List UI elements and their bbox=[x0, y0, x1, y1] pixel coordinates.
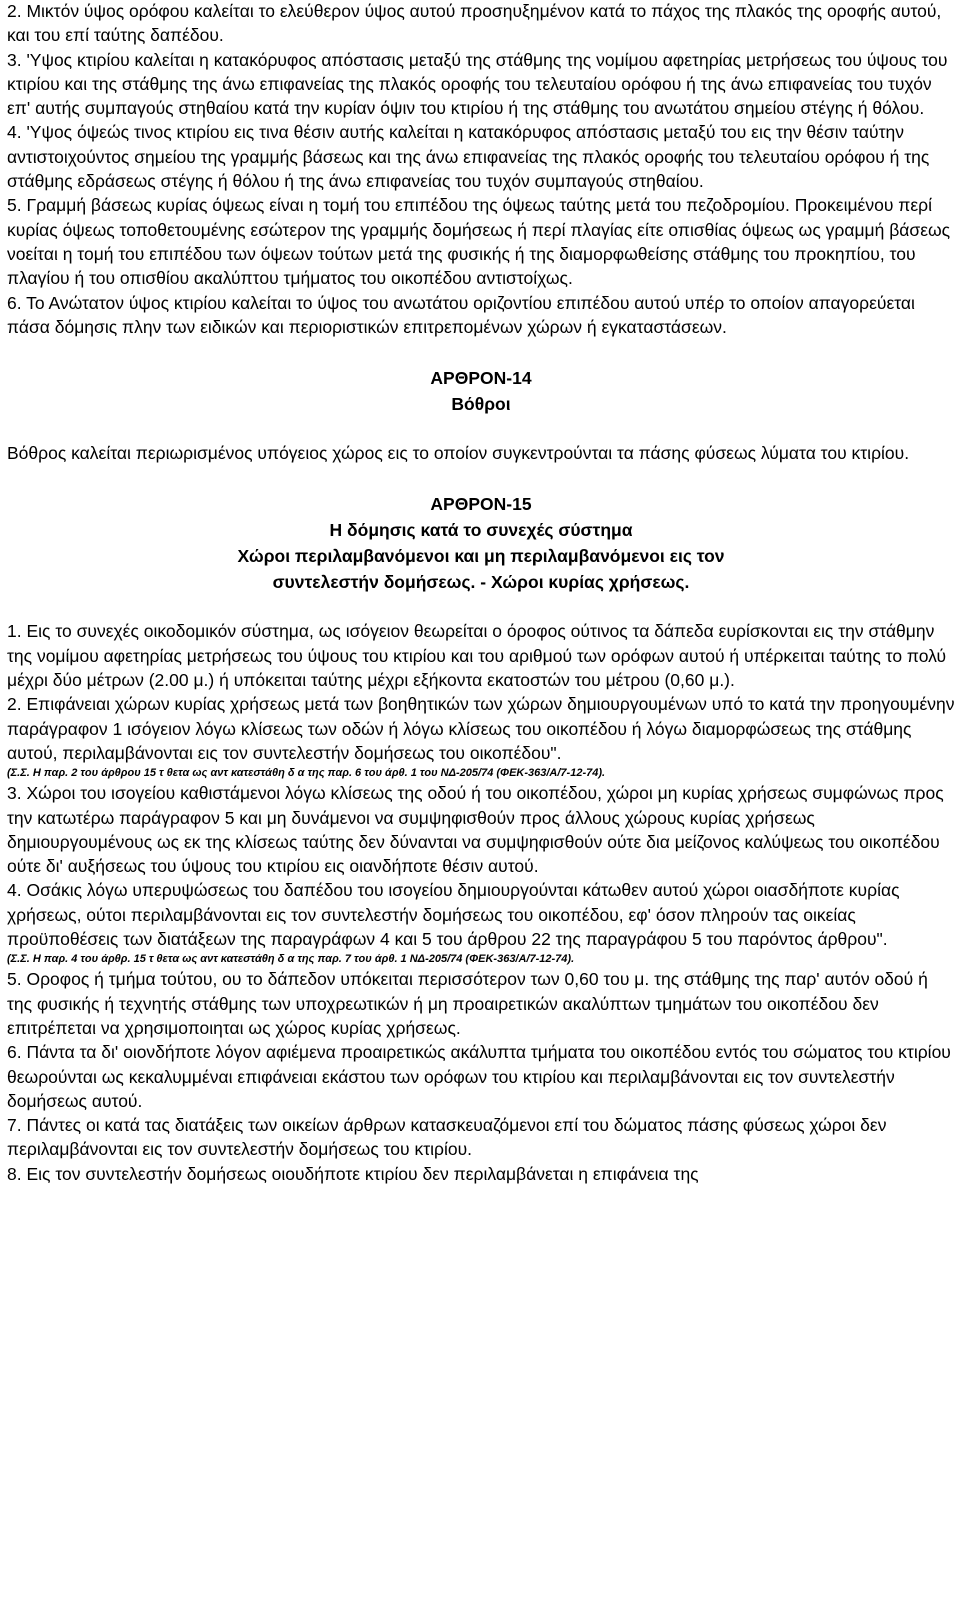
article-14-title: Βόθροι bbox=[451, 394, 511, 415]
article-15-title-line-3: συντελεστήν δομήσεως. - Χώροι κυρίας χρήσεως. bbox=[272, 572, 690, 593]
article-14-heading bbox=[7, 365, 955, 417]
spacer bbox=[7, 465, 955, 491]
paragraph-3-building-height: 3. 'Υψος κτιρίου καλείται η κατακόρυφος απόστασις μεταξύ της στάθμης της νομίμου αφετηρίας μετρήσεως του ύψους του κτιρίου και της στάθμης της άνω επιφανείας της πλακός οροφής του τελευταίου ορόφου ή της άνω επιφανείας του τυχόν επ' αυτής συμπαγούς στηθαίου κατά την κυρίαν όψιν του κτιρίου ή της στάθμης του ανωτάτου σημείου στέγης ή θόλου. bbox=[7, 49, 948, 119]
article-15-paragraph-8: 8. Εις τον συντελεστήν δομήσεως οιουδήποτε κτιρίου δεν περιλαμβάνεται η επιφάνεια της bbox=[7, 1163, 699, 1184]
article-15-note-1: (Σ.Σ. Η παρ. 2 του άρθρου 15 τ θετα ως αντ κατεστάθη δ α της παρ. 6 του άρθ. 1 του ΝΔ-205/74 (ΦΕΚ-363/Α/7-12-74). bbox=[7, 767, 606, 780]
spacer bbox=[7, 595, 955, 619]
spacer bbox=[7, 417, 955, 441]
article-15-paragraph-2: 2. Επιφάνειαι χώρων κυρίας χρήσεως μετά των βοηθητικών των χώρων δημιουργουμένων υπό το κατά την προηγουμένην παράγραφον 1 ισόγειον λόγω κλίσεως των οδών ή λόγω κλίσεως του οικοπέδου ή λόγω διαμορφώσεως της στάθμης αυτού, περιλαμβάνονται εις τον συντελεστήν δομήσεως του οικοπέδου". bbox=[7, 694, 955, 763]
paragraph-4-facade-height: 4. 'Υψος όψεώς τινος κτιρίου εις τινα θέσιν αυτής καλείται η κατακόρυφος απόστασις μεταξύ του εις την θέσιν ταύτην αντιστοιχούντος σημείου της γραμμής βάσεως και της άνω επιφανείας της πλακός οροφής του τελευταίου ορόφου ή της στάθμης εδράσεως στέγης ή θόλου ή της άνω επιφανείας του τυχόν συμπαγούς στηθαίου. bbox=[7, 122, 930, 192]
article-15-number: ΑΡΘΡΟΝ-15 bbox=[430, 494, 532, 515]
article-14-body: Βόθρος καλείται περιωρισμένος υπόγειος χώρος εις το οποίον συγκεντρούνται τα πάσης φύσεως λύματα του κτιρίου. bbox=[7, 443, 910, 464]
article-15-title-line-1: Η δόμησις κατά το συνεχές σύστημα bbox=[329, 520, 633, 541]
paragraph-2-mixed-floor-height: 2. Μικτόν ύψος ορόφου καλείται το ελεύθερον ύψος αυτού προσηυξημένον κατά το πάχος της πλακός της οροφής αυτού, και του επί ταύτης δαπέδου. bbox=[7, 1, 942, 46]
paragraph-5-base-line: 5. Γραμμή βάσεως κυρίας όψεως είναι η τομή του επιπέδου της όψεως ταύτης μετά του πεζοδρομίου. Προκειμένου περί κυρίας όψεως τοποθετουμένης εσώτερον της γραμμής δομήσεως ή περί πλαγίας είτε οπισθίας όψεως ως γραμμή βάσεως νοείται η τομή του επιπέδου των όψεων τούτων μετά της φυσικής ή της διαμορφωθείσης στάθμης του προκηπίου, του πλαγίου ή του οπισθίου ακαλύπτου τμήματος του οικοπέδου αντιστοίχως. bbox=[7, 195, 951, 289]
article-15-paragraph-7: 7. Πάντες οι κατά τας διατάξεις των οικείων άρθρων κατασκευαζόμενοι επί του δώματος πάσης φύσεως χώροι δεν περιλαμβάνονται εις τον συντελεστήν δομήσεως του κτιρίου. bbox=[7, 1115, 887, 1160]
document-page bbox=[7, 0, 955, 1186]
article-15-paragraph-1: 1. Εις το συνεχές οικοδομικόν σύστημα, ως ισόγειον θεωρείται ο όροφος ούτινος τα δάπεδα ευρίσκονται εις την στάθμην της νομίμου αφετηρίας μετρήσεως του ύψους του κτιρίου και του αριθμού των ορόφων αυτού ή υπέρκειται ταύτης το πολύ μέχρι δύο μέτρων (2.00 μ.) ή υπόκειται ταύτης μέχρι εξήκοντα εκατοστών του μέτρου (0,60 μ.). bbox=[7, 621, 947, 691]
article-15-note-2: (Σ.Σ. Η παρ. 4 του άρθρ. 15 τ θετα ως αντ κατεστάθη δ α της παρ. 7 του άρθ. 1 ΝΔ-205/74 (ΦΕΚ-363/Α/7-12-74). bbox=[7, 953, 575, 966]
article-15-heading bbox=[7, 491, 955, 595]
article-15-title-line-2: Χώροι περιλαμβανόμενοι και μη περιλαμβανόμενοι εις τον bbox=[237, 546, 725, 567]
spacer bbox=[7, 339, 955, 365]
article-15-paragraph-5: 5. Οροφος ή τμήμα τούτου, ου το δάπεδον υπόκειται περισσότερον των 0,60 του μ. της στάθμης της παρ' αυτόν οδού ή της φυσικής ή τεχνητής στάθμης των υποχρεωτικών ή μη προαιρετικών ακαλύπτων τμημάτων του οικοπέδου δεν επιτρέπεται να χρησιμοποιηται ως χώρος κυρίας χρήσεως. bbox=[7, 969, 928, 1038]
article-15-paragraph-4: 4. Οσάκις λόγω υπερυψώσεως του δαπέδου του ισογείου δημιουργούνται κάτωθεν αυτού χώροι οιασδήποτε κυρίας χρήσεως, ούτοι περιλαμβάνονται εις τον συντελεστήν δομήσεως του οικοπέδου, εφ' όσον πληρούν τας οικείας προϋποθέσεις των διατάξεων της παραγράφων 4 και 5 του άρθρου 22 της παραγράφου 5 του παρόντος άρθρου". bbox=[7, 880, 900, 950]
article-15-paragraph-6: 6. Πάντα τα δι' οιονδήποτε λόγον αφιέμενα προαιρετικώς ακάλυπτα τμήματα του οικοπέδου εντός του σώματος του κτιρίου θεωρούνται ως κεκαλυμμέναι επιφάνειαι εκάστου των ορόφων του κτιρίου και περιλαμβάνονται εις τον συντελεστήν δομήσεως αυτού. bbox=[7, 1042, 951, 1111]
paragraph-6-max-height: 6. Το Ανώτατον ύψος κτιρίου καλείται το ύψος του ανωτάτου οριζοντίου επιπέδου αυτού υπέρ το οποίον απαγορεύεται πάσα δόμησις πλην των ειδικών και περιοριστικών επιτρεπομένων χώρων ή εγκαταστάσεων. bbox=[7, 292, 915, 337]
article-15-paragraph-3: 3. Χώροι του ισογείου καθιστάμενοι λόγω κλίσεως της οδού ή του οικοπέδου, χώροι μη κυρίας χρήσεως συμφώνως προς την κατωτέρω παράγραφον 5 και μη δυνάμενοι να συμψηφισθούν προς άλλους χώρους κυρίας χρήσεως δημιουργουμένους ως εκ της κλίσεως ταύτης δεν δύνανται να συμψηφισθούν ούτε δια μείζονος καλύψεως του οικοπέδου ούτε δι' αυξήσεως του ύψους του κτιρίου εις οιανδήποτε θέσιν αυτού. bbox=[7, 783, 944, 877]
article-14-number: ΑΡΘΡΟΝ-14 bbox=[430, 368, 532, 389]
